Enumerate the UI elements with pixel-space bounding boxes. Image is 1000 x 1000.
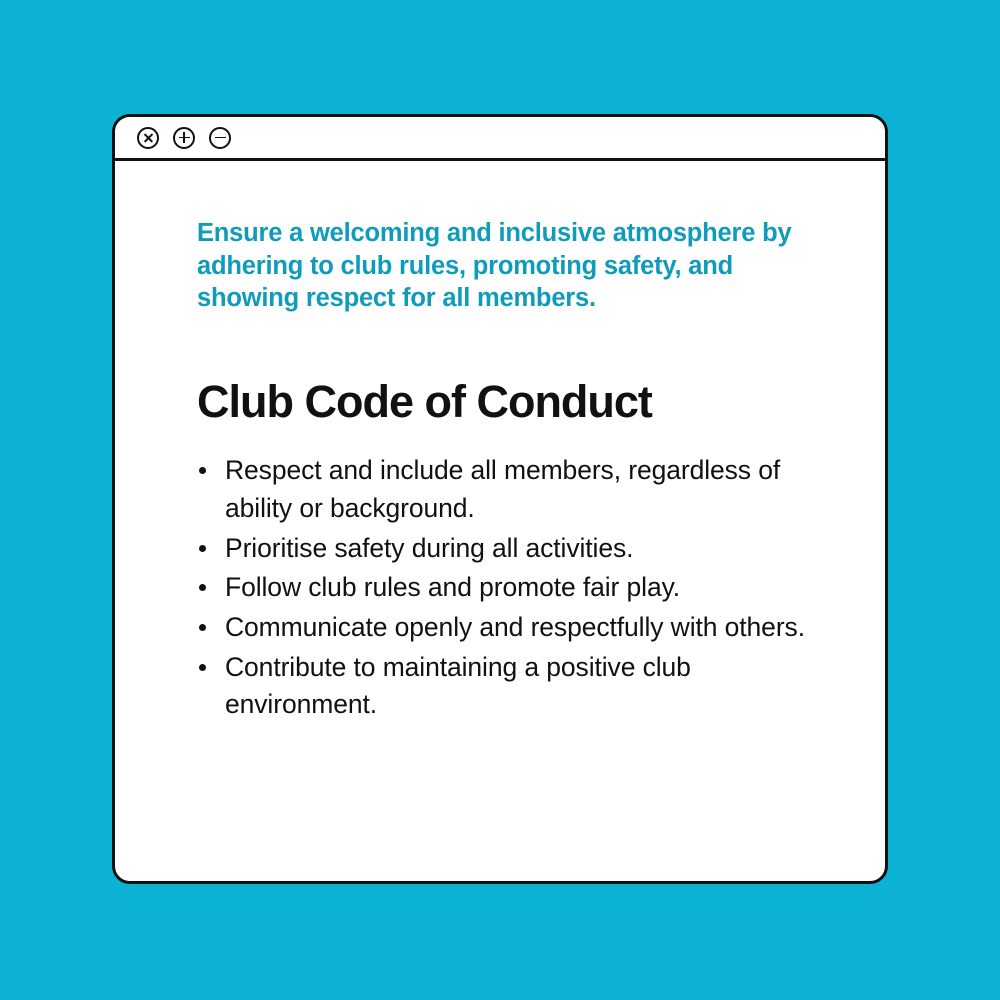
document-content — [115, 161, 885, 881]
list-item: Prioritise safety during all activities. — [197, 530, 825, 568]
plus-icon[interactable] — [173, 127, 195, 149]
document-window — [112, 114, 888, 884]
list-item: Respect and include all members, regardless of ability or background. — [197, 452, 825, 527]
list-item: Communicate openly and respectfully with others. — [197, 609, 825, 647]
window-titlebar — [115, 117, 885, 161]
intro-statement: Ensure a welcoming and inclusive atmosphere by adhering to club rules, promoting safety, and showing respect for all members. — [197, 219, 792, 313]
page-title: Club Code of Conduct — [197, 375, 652, 427]
list-item: Follow club rules and promote fair play. — [197, 569, 825, 607]
close-icon[interactable] — [137, 127, 159, 149]
list-item: Contribute to maintaining a positive club environment. — [197, 649, 825, 724]
conduct-list — [197, 452, 825, 723]
minus-icon[interactable] — [209, 127, 231, 149]
